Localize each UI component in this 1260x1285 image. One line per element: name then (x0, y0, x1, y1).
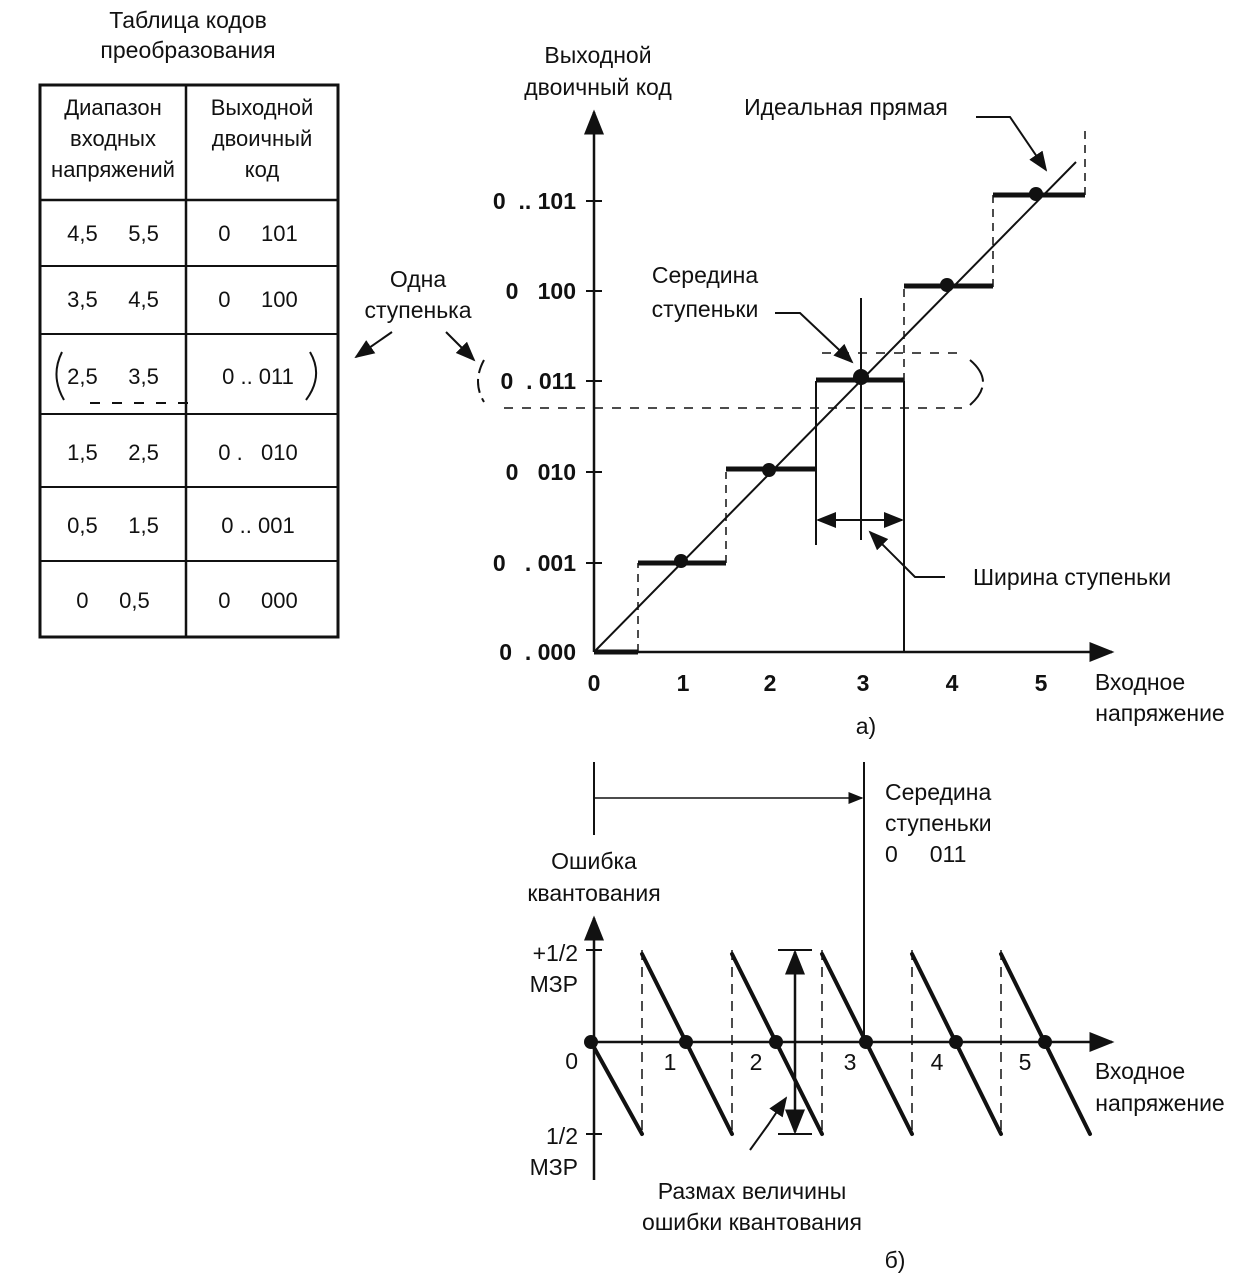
one-step-label (356, 266, 474, 360)
header-range-line3: напряжений (51, 157, 175, 182)
chart-a-y-ticks (493, 188, 602, 665)
chart-b-quantization-error (527, 762, 1224, 1273)
chart-b-xlabel-line2: напряжение (1095, 1090, 1225, 1116)
zero-crossing-point (769, 1035, 783, 1049)
chart-b-ytick-zero: 0 (565, 1048, 578, 1074)
step-midpoint (762, 463, 776, 477)
chart-b-xlabel-line1: Входное (1094, 1058, 1186, 1084)
chart-a-xtick-label: 5 (1034, 670, 1048, 696)
table-row-code-highlighted: 0 .. 011 (222, 364, 294, 389)
header-range-line2: входных (70, 126, 156, 151)
zero-crossing-point (584, 1035, 598, 1049)
error-span-label-line2: ошибки квантования (642, 1209, 862, 1235)
chart-a-ytick-label: 0 100 (505, 278, 576, 304)
step-middle-label-line2: ступеньки (651, 296, 759, 322)
chart-b-caption: б) (884, 1247, 906, 1273)
chart-b-sawtooth (591, 954, 1090, 1134)
step-midpoint (674, 554, 688, 568)
header-code-line1: Выходной (210, 95, 314, 120)
table-row-range: 0,5 1,5 (67, 513, 159, 538)
chart-b-ytick-bottom-line2: МЗР (529, 1154, 578, 1180)
chart-a-xlabel-line1: Входное (1094, 669, 1186, 695)
chart-a-ylabel-line2: двоичный код (524, 74, 672, 100)
chart-b-ytick-top-line2: МЗР (529, 971, 578, 997)
arrow-to-chart (446, 332, 474, 360)
chart-a-ytick-label: 0 010 (505, 459, 576, 485)
error-segment (591, 1042, 642, 1134)
chart-b-xtick-label: 5 (1018, 1049, 1032, 1075)
chart-a-ylabel-line1: Выходной (544, 42, 652, 68)
step-midpoint (1029, 187, 1043, 201)
header-code-line3: код (244, 157, 280, 182)
step-width-label: Ширина ступеньки (972, 564, 1172, 590)
chart-b-xtick-label: 4 (930, 1049, 944, 1075)
chart-a-xtick-label: 1 (676, 670, 690, 696)
chart-b-xtick-label: 3 (843, 1049, 857, 1075)
header-code-line2: двоичный (211, 126, 313, 151)
table-row-range: 3,5 4,5 (67, 287, 159, 312)
error-span-leader (750, 1098, 786, 1150)
step-middle-leader (775, 313, 852, 362)
ideal-line-label: Идеальная прямая (744, 94, 948, 120)
chart-a-xtick-label: 4 (945, 670, 959, 696)
chart-a-ytick-label: 0 . 011 (500, 368, 576, 394)
chart-b-xtick-label: 1 (663, 1049, 677, 1075)
table-row-code: 0 000 (218, 588, 298, 613)
one-step-label-line2: ступенька (364, 297, 472, 323)
highlight-bracket-right (306, 352, 316, 400)
table-header (51, 95, 313, 182)
chart-a-xtick-label: 2 (763, 670, 777, 696)
chart-a-midpoints (674, 187, 1043, 568)
table-title-line2: преобразования (100, 37, 276, 63)
chart-a-transfer-characteristic (478, 42, 1225, 739)
chart-b-xtick-label: 2 (749, 1049, 763, 1075)
chart-b-ytick-top-line1: +1/2 (532, 940, 578, 966)
header-range-line1: Диапазон (64, 95, 162, 120)
chart-b-ylabel-line2: квантования (527, 880, 661, 906)
step-midpoint (940, 278, 954, 292)
table-row-code: 0 .. 001 (221, 513, 295, 538)
chart-a-xlabel-line2: напряжение (1095, 700, 1225, 726)
highlight-bracket-left (56, 352, 64, 400)
chart-b-ytick-bottom-line1: 1/2 (546, 1123, 578, 1149)
error-span-label-line1: Размах величины (657, 1178, 847, 1204)
table-row-code: 0 . 010 (218, 440, 298, 465)
table-row-code: 0 101 (218, 221, 298, 246)
table-row-range: 1,5 2,5 (67, 440, 159, 465)
one-step-label-line1: Одна (389, 266, 447, 292)
ideal-line-leader (976, 117, 1046, 170)
chart-a-caption: а) (855, 713, 877, 739)
table-row-range-highlighted: 2,5 3,5 (67, 364, 159, 389)
table-rows (67, 221, 298, 613)
chart-b-ylabel-line1: Ошибка (551, 848, 637, 874)
step-width-leader (870, 532, 945, 577)
chart-b-step-middle-line2: ступеньки (885, 810, 992, 836)
highlight-bracket-left (478, 360, 484, 402)
table-title-line1: Таблица кодов (109, 7, 267, 33)
arrow-to-table (356, 332, 392, 357)
zero-crossing-point (949, 1035, 963, 1049)
zero-crossing-point (859, 1035, 873, 1049)
conversion-table (40, 7, 338, 637)
chart-a-ytick-label: 0 .. 101 (492, 188, 576, 214)
chart-a-xtick-label: 3 (856, 670, 870, 696)
highlight-bracket-right (970, 360, 983, 405)
chart-a-ytick-label: 0 . 001 (492, 550, 576, 576)
chart-a-x-ticks (588, 670, 1048, 696)
chart-b-step-middle-line3: 0 011 (885, 841, 967, 867)
step-middle-label-line1: Середина (651, 262, 759, 288)
table-row-code: 0 100 (218, 287, 298, 312)
zero-crossing-point (679, 1035, 693, 1049)
table-row-range: 0 0,5 (76, 588, 150, 613)
chart-a-xtick-label: 0 (587, 670, 601, 696)
zero-crossing-point (1038, 1035, 1052, 1049)
table-row-range: 4,5 5,5 (67, 221, 159, 246)
chart-b-step-middle-line1: Середина (885, 779, 992, 805)
chart-a-ytick-label: 0 . 000 (499, 639, 576, 665)
